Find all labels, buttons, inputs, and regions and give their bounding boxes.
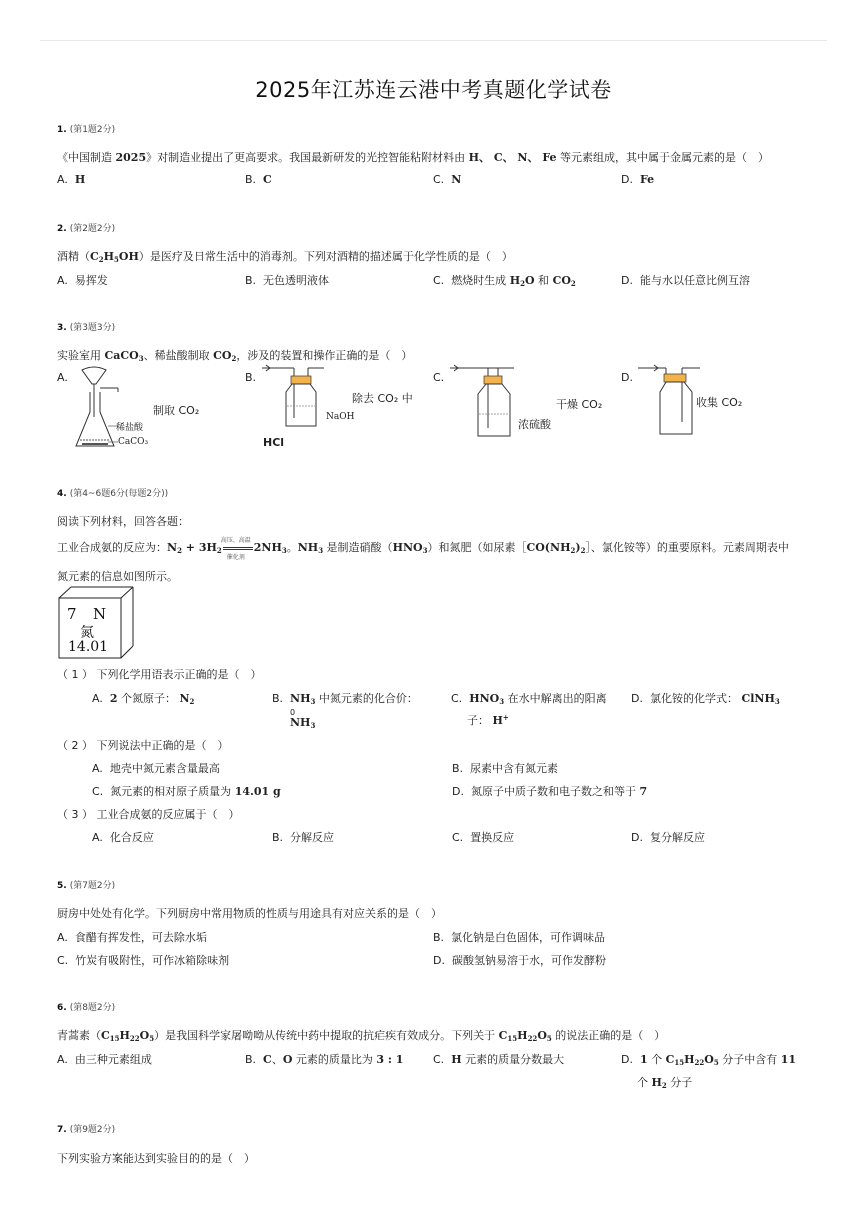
question-6-option-d-cont: 个 $H_2$ 分子 xyxy=(637,1076,693,1090)
sub-question-3-option-a[interactable]: A. 化合反应 xyxy=(92,831,154,844)
sub-question-3-stem: （ 3 ） 工业合成氨的反应属于（ ） xyxy=(57,808,240,821)
question-5-option-c[interactable]: C. 竹炭有吸附性，可作冰箱除味剂 xyxy=(57,954,230,967)
question-3-option-c-letter[interactable]: C. xyxy=(433,371,445,384)
wash-bottle-figure xyxy=(258,362,328,432)
element-symbol: N xyxy=(93,605,107,623)
sub-question-1-option-d[interactable]: D. 氯化铵的化学式： ClNH$_3$ xyxy=(631,692,780,706)
question-5-header: 5. (第7题2分) xyxy=(57,881,116,891)
sub-question-1-option-a[interactable]: A. 2 个氮原子： $N_2$ xyxy=(92,692,195,706)
element-name: 氮 xyxy=(80,625,94,641)
reaction-conditions-arrow: 高压、高温 催化剂 xyxy=(220,537,251,561)
question-3-stem: 实验室用 CaCO$_3$、稀盐酸制取 $CO_2$，涉及的装置和操作正确的是（ ） xyxy=(57,349,413,363)
question-4-material-line-1: 工业合成氨的反应为：$N_2 + 3H_2$ 高压、高温 催化剂 $2NH_3$。$NH_3$ 是制造硝酸$(HNO_3)$和氮肥（如尿素$[CO(NH_2)_2]$、氯化铵等）的重要原料。元素周期表中 xyxy=(57,537,789,561)
question-3-option-b-letter[interactable]: B. xyxy=(245,371,257,384)
sub-question-1-stem: （ 1 ） 下列化学用语表示正确的是（ ） xyxy=(57,668,262,681)
element-atomic-mass: 14.01 xyxy=(68,639,109,655)
sub-question-2-option-d[interactable]: D. 氮原子中质子数和电子数之和等于 7 xyxy=(452,785,648,798)
valence-mark: 0 xyxy=(290,708,296,717)
sub-question-2-stem: （ 2 ） 下列说法中正确的是（ ） xyxy=(57,739,229,752)
caption-option-b: 除去 CO₂ 中 xyxy=(352,392,413,405)
sub-question-2-option-b[interactable]: B. 尿素中含有氮元素 xyxy=(452,762,559,775)
question-5-option-d[interactable]: D. 碳酸氢钠易溶于水，可作发酵粉 xyxy=(433,954,606,967)
question-1-stem: 《中国制造 2025》对制造业提出了更高要求。我国最新研发的光控智能粘附材料由 H、 C、 N、 Fe 等元素组成，其中属于金属元素的是（ ） xyxy=(57,151,770,164)
caption-option-b-hcl: HCl xyxy=(263,436,285,449)
question-6-option-a[interactable]: A. 由三种元素组成 xyxy=(57,1053,152,1066)
question-7-stem: 下列实验方案能达到实验目的的是（ ） xyxy=(57,1152,255,1165)
question-6-header: 6. (第8题2分) xyxy=(57,1003,116,1013)
question-1-header: 1. (第1题2分) xyxy=(57,125,116,135)
question-3-option-a-letter[interactable]: A. xyxy=(57,371,68,384)
question-2-stem: 酒精$(C_2H_5OH)$是医疗及日常生活中的消毒剂。下列对酒精的描述属于化学性质的是（ ） xyxy=(57,250,513,264)
label-naoh: NaOH xyxy=(326,412,355,422)
sub-question-3-option-c[interactable]: C. 置换反应 xyxy=(452,831,515,844)
sub-question-1-option-b[interactable]: B. $NH_3$ 中氮元素的化合价： xyxy=(272,692,418,706)
question-1-option-c[interactable]: C. N xyxy=(433,173,462,186)
caption-option-a: 制取 CO₂ xyxy=(153,404,200,417)
sub-question-1-option-c[interactable]: C. $HNO_3$ 在水中解离出的阳离 xyxy=(451,692,607,706)
question-6-option-b[interactable]: B. C、O 元素的质量比为 3 : 1 xyxy=(245,1053,404,1066)
question-4-header: 4. (第4~6题6分(每题2分)) xyxy=(57,489,169,499)
question-4-material-line-2: 氮元素的信息如图所示。 xyxy=(57,570,178,583)
question-5-stem: 厨房中处处有化学。下列厨房中常用物质的性质与用途具有对应关系的是（ ） xyxy=(57,907,442,920)
caption-option-c: 干燥 CO₂ xyxy=(556,398,603,411)
question-1-option-a[interactable]: A. H xyxy=(57,173,86,186)
question-2-option-b[interactable]: B. 无色透明液体 xyxy=(245,274,330,287)
question-1-option-d[interactable]: D. Fe xyxy=(621,173,655,186)
sub-question-3-option-b[interactable]: B. 分解反应 xyxy=(272,831,335,844)
question-3-header: 3. (第3题3分) xyxy=(57,323,116,333)
question-2-header: 2. (第2题2分) xyxy=(57,224,116,234)
question-6-stem: 青蒿素$(C_{15}H_{22}O_5)$是我国科学家屠呦呦从传统中药中提取的抗疟疾有效成分。下列关于 $C_{15}H_{22}O_5$ 的说法正确的是（ ） xyxy=(57,1029,666,1043)
periodic-table-element-card xyxy=(58,586,136,660)
label-hydrochloric-acid: 稀盐酸 xyxy=(116,423,144,433)
sub-question-3-option-d[interactable]: D. 复分解反应 xyxy=(631,831,705,844)
drying-bottle-figure xyxy=(448,362,528,442)
sub-question-2-option-a[interactable]: A. 地壳中氮元素含量最高 xyxy=(92,762,220,775)
caption-option-d: 收集 CO₂ xyxy=(696,396,743,409)
question-6-option-d[interactable]: D. 1 个 $C_{15}H_{22}O_5$ 分子中含有 11 xyxy=(621,1053,797,1067)
question-2-option-d[interactable]: D. 能与水以任意比例互溶 xyxy=(621,274,750,287)
question-5-option-a[interactable]: A. 食醋有挥发性，可去除水垢 xyxy=(57,931,207,944)
label-sulfuric-acid: 浓硫酸 xyxy=(518,418,551,431)
sub-question-1-option-c-cont: 子： H+ xyxy=(467,713,509,727)
question-6-option-c[interactable]: C. H 元素的质量分数最大 xyxy=(433,1053,565,1066)
question-3-option-d-letter[interactable]: D. xyxy=(621,371,633,384)
question-2-option-c[interactable]: C. 燃烧时生成 $H_2O$ 和 $CO_2$ xyxy=(433,274,576,288)
label-caco3: CaCO₃ xyxy=(118,437,149,447)
top-divider xyxy=(40,40,827,41)
valence-formula: $NH_3$ xyxy=(290,716,316,730)
question-7-header: 7. (第9题2分) xyxy=(57,1125,116,1135)
element-atomic-number: 7 xyxy=(67,605,77,623)
question-4-intro: 阅读下列材料，回答各题： xyxy=(57,515,189,528)
sub-question-2-option-c[interactable]: C. 氮元素的相对原子质量为 14.01 g xyxy=(92,785,281,798)
question-5-option-b[interactable]: B. 氯化钠是白色固体，可作调味品 xyxy=(433,931,606,944)
question-2-option-a[interactable]: A. 易挥发 xyxy=(57,274,108,287)
question-1-option-b[interactable]: B. C xyxy=(245,173,272,186)
page-title: 2025年江苏连云港中考真题化学试卷 xyxy=(255,78,612,102)
